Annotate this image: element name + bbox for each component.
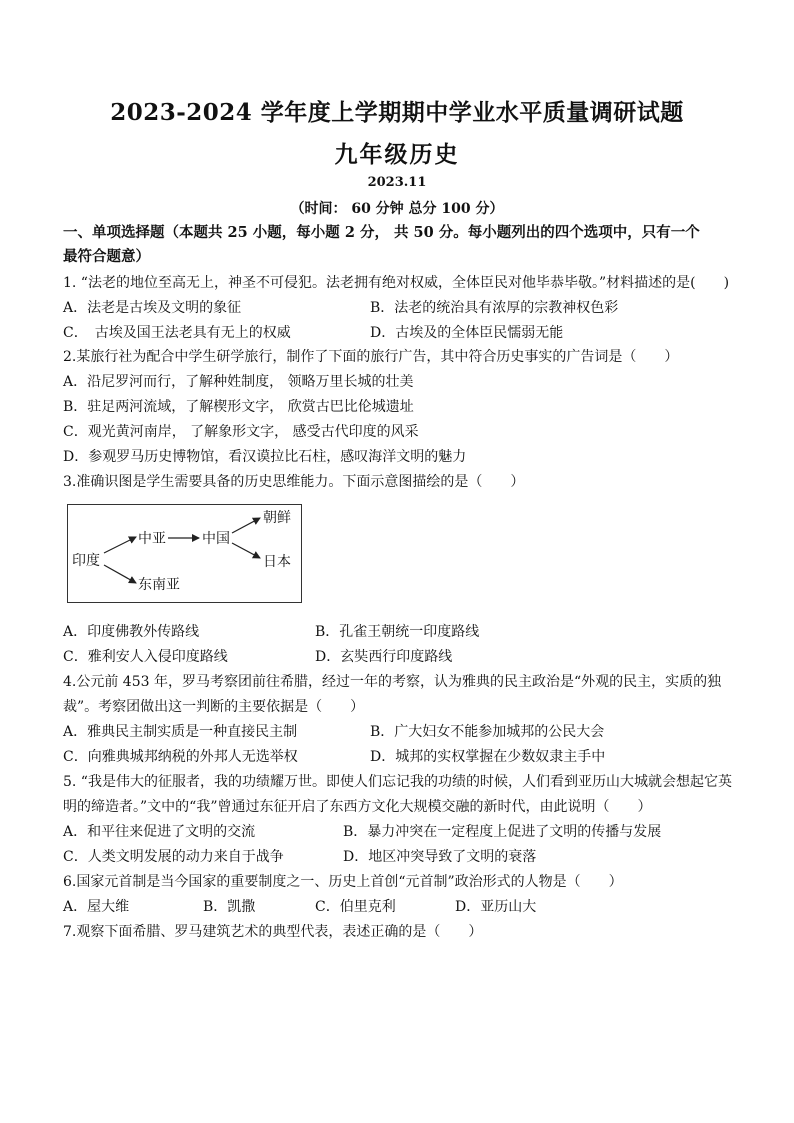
question-5-option-b: B．暴力冲突在一定程度上促进了文明的传播与发展	[343, 824, 662, 840]
diagram-label-central-asia: 中亚	[138, 531, 166, 547]
question-2-stem: 2.某旅行社为配合中学生研学旅行，制作了下面的旅行广告，其中符合历史事实的广告词是（ ）	[63, 349, 679, 365]
question-2-option-c: C．观光黄河南岸， 了解象形文字， 感受古代印度的风采	[63, 424, 419, 440]
diagram-label-china: 中国	[202, 531, 230, 547]
question-6-option-d: D．亚历山大	[455, 899, 537, 915]
question-4-option-d: D．城邦的实权掌握在少数奴隶主手中	[370, 749, 606, 765]
exam-date: 2023.11	[367, 175, 427, 190]
question-5-option-a: A．和平往来促进了文明的交流	[63, 824, 256, 840]
question-6-option-a: A．屋大维	[63, 899, 130, 915]
arrow-india-to-central-asia	[104, 537, 136, 553]
question-1-stem: 1. “法老的地位至高无上，神圣不可侵犯。法老拥有绝对权威，全体臣民对他毕恭毕敬。”材料描述的是( )	[63, 275, 730, 291]
question-5-option-c: C．人类文明发展的动力来自于战争	[63, 849, 284, 865]
question-3-option-b: B．孔雀王朝统一印度路线	[315, 624, 480, 640]
question-1-option-d: D．古埃及的全体臣民懦弱无能	[370, 325, 564, 341]
question-6-option-c: C．伯里克利	[315, 899, 396, 915]
exam-time-info: （时间： 60 分钟 总分 100 分）	[290, 201, 504, 217]
arrow-china-to-korea	[232, 518, 260, 533]
question-3-option-d: D．玄奘西行印度路线	[315, 649, 453, 665]
question-5-stem-line1: 5. “我是伟大的征服者，我的功绩耀万世。即使人们忘记我的功绩的时候，人们看到亚历山大城就会想起它英	[63, 774, 732, 790]
section-heading-line1: 一、单项选择题（本题共 25 小题，每小题 2 分， 共 50 分。每小题列出的四个选项中，只有一个	[63, 224, 700, 241]
question-4-stem-line1: 4.公元前 453 年，罗马考察团前往希腊，经过一年的考察，认为雅典的民主政治是“外观的民主，实质的独	[63, 674, 722, 690]
question-5-option-d: D．地区冲突导致了文明的衰落	[343, 849, 537, 865]
diagram-label-southeast-asia: 东南亚	[138, 577, 180, 593]
exam-title: 2023-2024 学年度上学期期中学业水平质量调研试题	[110, 99, 684, 126]
question-6-stem: 6.国家元首制是当今国家的重要制度之一、历史上首创“元首制”政治形式的人物是（ ）	[63, 874, 623, 890]
question-3-option-c: C．雅利安人入侵印度路线	[63, 649, 228, 665]
route-diagram	[67, 504, 302, 603]
question-2-option-d: D．参观罗马历史博物馆，看汉谟拉比石柱，感叹海洋文明的魅力	[63, 449, 467, 465]
question-4-option-c: C．向雅典城邦纳税的外邦人无选举权	[63, 749, 298, 765]
arrow-china-to-japan	[232, 543, 260, 558]
question-4-stem-line2: 裁”。考察团做出这一判断的主要依据是（ ）	[63, 699, 365, 715]
question-3-stem: 3.准确识图是学生需要具备的历史思维能力。下面示意图描绘的是（ ）	[63, 474, 525, 490]
diagram-label-japan: 日本	[263, 554, 291, 570]
question-4-option-a: A．雅典民主制实质是一种直接民主制	[63, 724, 298, 740]
diagram-label-india: 印度	[72, 553, 100, 569]
diagram-label-korea: 朝鲜	[263, 510, 291, 526]
question-5-stem-line2: 明的缔造者。”文中的“我”曾通过东征开启了东西方文化大规模交融的新时代，由此说明（ ）	[63, 799, 652, 815]
question-1-option-a: A．法老是古埃及文明的象征	[63, 300, 242, 316]
question-7-stem: 7.观察下面希腊、罗马建筑艺术的典型代表，表述正确的是（ ）	[63, 924, 483, 940]
question-4-option-b: B．广大妇女不能参加城邦的公民大会	[370, 724, 605, 740]
arrow-india-to-southeast-asia	[104, 565, 136, 583]
section-heading-line2: 最符合题意）	[63, 248, 150, 265]
question-2-option-a: A．沿尼罗河而行，了解种姓制度， 领略万里长城的壮美	[63, 374, 414, 390]
question-1-option-b: B．法老的统治具有浓厚的宗教神权色彩	[370, 300, 619, 316]
question-3-option-a: A．印度佛教外传路线	[63, 624, 200, 640]
question-2-option-b: B．驻足两河流域，了解楔形文字， 欣赏古巴比伦城遗址	[63, 399, 414, 415]
question-1-option-c: C． 古埃及国王法老具有无上的权威	[63, 325, 291, 341]
exam-subject: 九年级历史	[334, 141, 460, 168]
question-6-option-b: B．凯撒	[203, 899, 256, 915]
